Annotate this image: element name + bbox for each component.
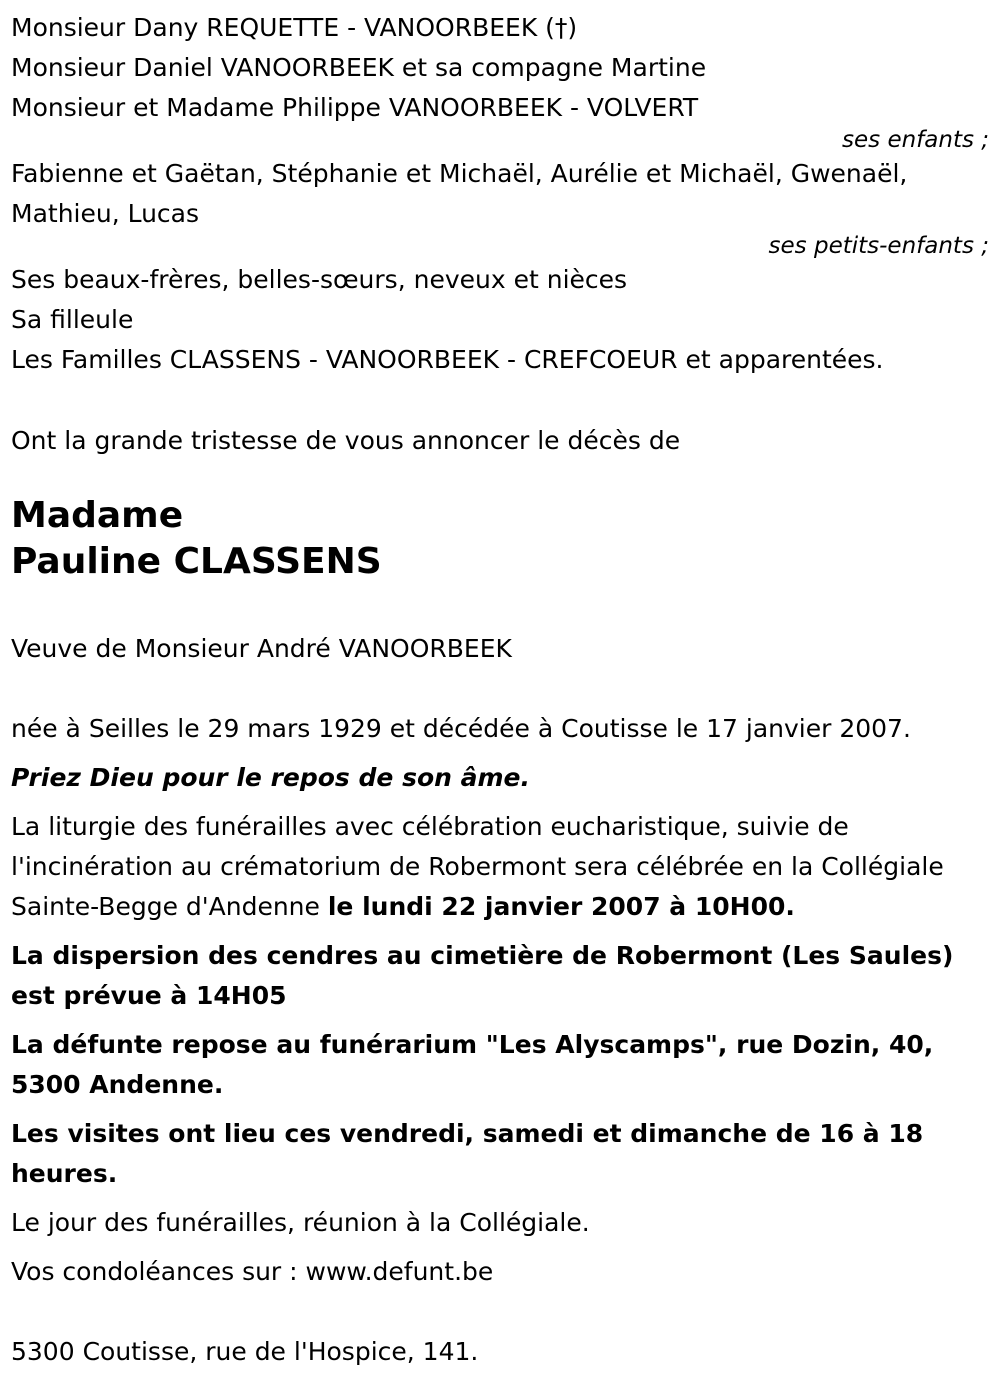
prayer-text: Priez Dieu pour le repos de son âme. <box>11 763 530 792</box>
liturgy-text: La liturgie des funérailles avec célébration eucharistique, suivie de l'incinération au crématorium de Robermont sera célébrée en la Collégiale Sainte-Begge d'Andenne <box>11 812 944 921</box>
liturgy-date: le lundi 22 janvier 2007 à 10H00. <box>327 892 795 921</box>
child-line-3: Monsieur et Madame Philippe VANOORBEEK - VOLVERT <box>11 93 699 122</box>
reunion-text: Le jour des funérailles, réunion à la Collégiale. <box>11 1208 590 1237</box>
obituary-notice <box>11 8 991 1372</box>
child-line-1: Monsieur Dany REQUETTE - VANOORBEEK (†) <box>11 13 578 42</box>
ash-dispersion-text: La dispersion des cendres au cimetière de Robermont (Les Saules) est prévue à 14H05 <box>11 941 954 1010</box>
deceased-title: Madame <box>11 495 184 536</box>
deceased-name: Pauline CLASSENS <box>11 541 382 582</box>
child-line-2: Monsieur Daniel VANOORBEEK et sa compagne Martine <box>11 53 707 82</box>
grandchildren-role-label: ses petits-enfants ; <box>768 233 989 259</box>
children-section <box>11 8 991 152</box>
widow-of-text: Veuve de Monsieur André VANOORBEEK <box>11 634 512 663</box>
announcement-text: Ont la grande tristesse de vous annoncer le décès de <box>11 426 681 455</box>
repose-text: La défunte repose au funérarium "Les Alyscamps", rue Dozin, 40, 5300 Andenne. <box>11 1030 934 1099</box>
grandchildren-section <box>11 154 991 258</box>
visits-text: Les visites ont lieu ces vendredi, samedi et dimanche de 16 à 18 heures. <box>11 1119 924 1188</box>
liturgy-paragraph <box>11 807 986 927</box>
relatives-line-3: Les Familles CLASSENS - VANOORBEEK - CREFCOEUR et apparentées. <box>11 345 884 374</box>
children-role-label: ses enfants ; <box>842 127 989 153</box>
birth-death-text: née à Seilles le 29 mars 1929 et décédée à Coutisse le 17 janvier 2007. <box>11 714 911 743</box>
relatives-section <box>11 260 991 380</box>
grandchildren-names: Fabienne et Gaëtan, Stéphanie et Michaël, Aurélie et Michaël, Gwenaël, Mathieu, Lucas <box>11 159 908 228</box>
relatives-line-1: Ses beaux-frères, belles-sœurs, neveux et nièces <box>11 265 628 294</box>
deceased-name-block <box>11 493 991 585</box>
condolences-text: Vos condoléances sur : www.defunt.be <box>11 1257 494 1286</box>
relatives-line-2: Sa filleule <box>11 305 134 334</box>
address-text: 5300 Coutisse, rue de l'Hospice, 141. <box>11 1337 479 1366</box>
